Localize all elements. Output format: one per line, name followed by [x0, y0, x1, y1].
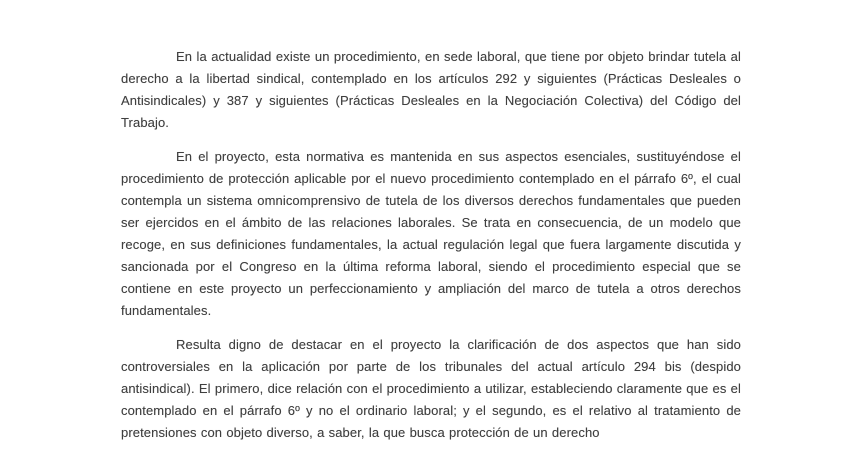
paragraph-1: En la actualidad existe un procedimiento, en sede laboral, que tiene por objeto brindar tutela al derecho a la libertad sindical, contemplado en los artículos 292 y siguientes (Prácticas Desleales o Antisindicales) y 387 y siguientes (Prácticas Desleales en la Negociación Colectiva) del Código del Trabajo.: [121, 49, 741, 130]
paragraph-2: En el proyecto, esta normativa es mantenida en sus aspectos esenciales, sustituyéndose el procedimiento de protección aplicable por el nuevo procedimiento contemplado en el párrafo 6º, el cual contempla un sistema omnicomprensivo de tutela de los diversos derechos fundamentales que pueden ser ejercidos en el ámbito de las relaciones laborales. Se trata en consecuencia, de un modelo que recoge, en sus definiciones fundamentales, la actual regulación legal que fuera largamente discutida y sancionada por el Congreso en la última reforma laboral, siendo el procedimiento especial que se contiene en este proyecto un perfeccionamiento y ampliación del marco de tutela a otros derechos fundamentales.: [121, 149, 741, 318]
paragraph-3: Resulta digno de destacar en el proyecto la clarificación de dos aspectos que han sido controversiales en la aplicación por parte de los tribunales del actual artículo 294 bis (despido antisindical). El primero, dice relación con el procedimiento a utilizar, estableciendo claramente que es el contemplado en el párrafo 6º y no el ordinario laboral; y el segundo, es el relativo al tratamiento de pretensiones con objeto diverso, a saber, la que busca protección de un derecho: [121, 337, 741, 440]
text-block: [121, 46, 741, 450]
